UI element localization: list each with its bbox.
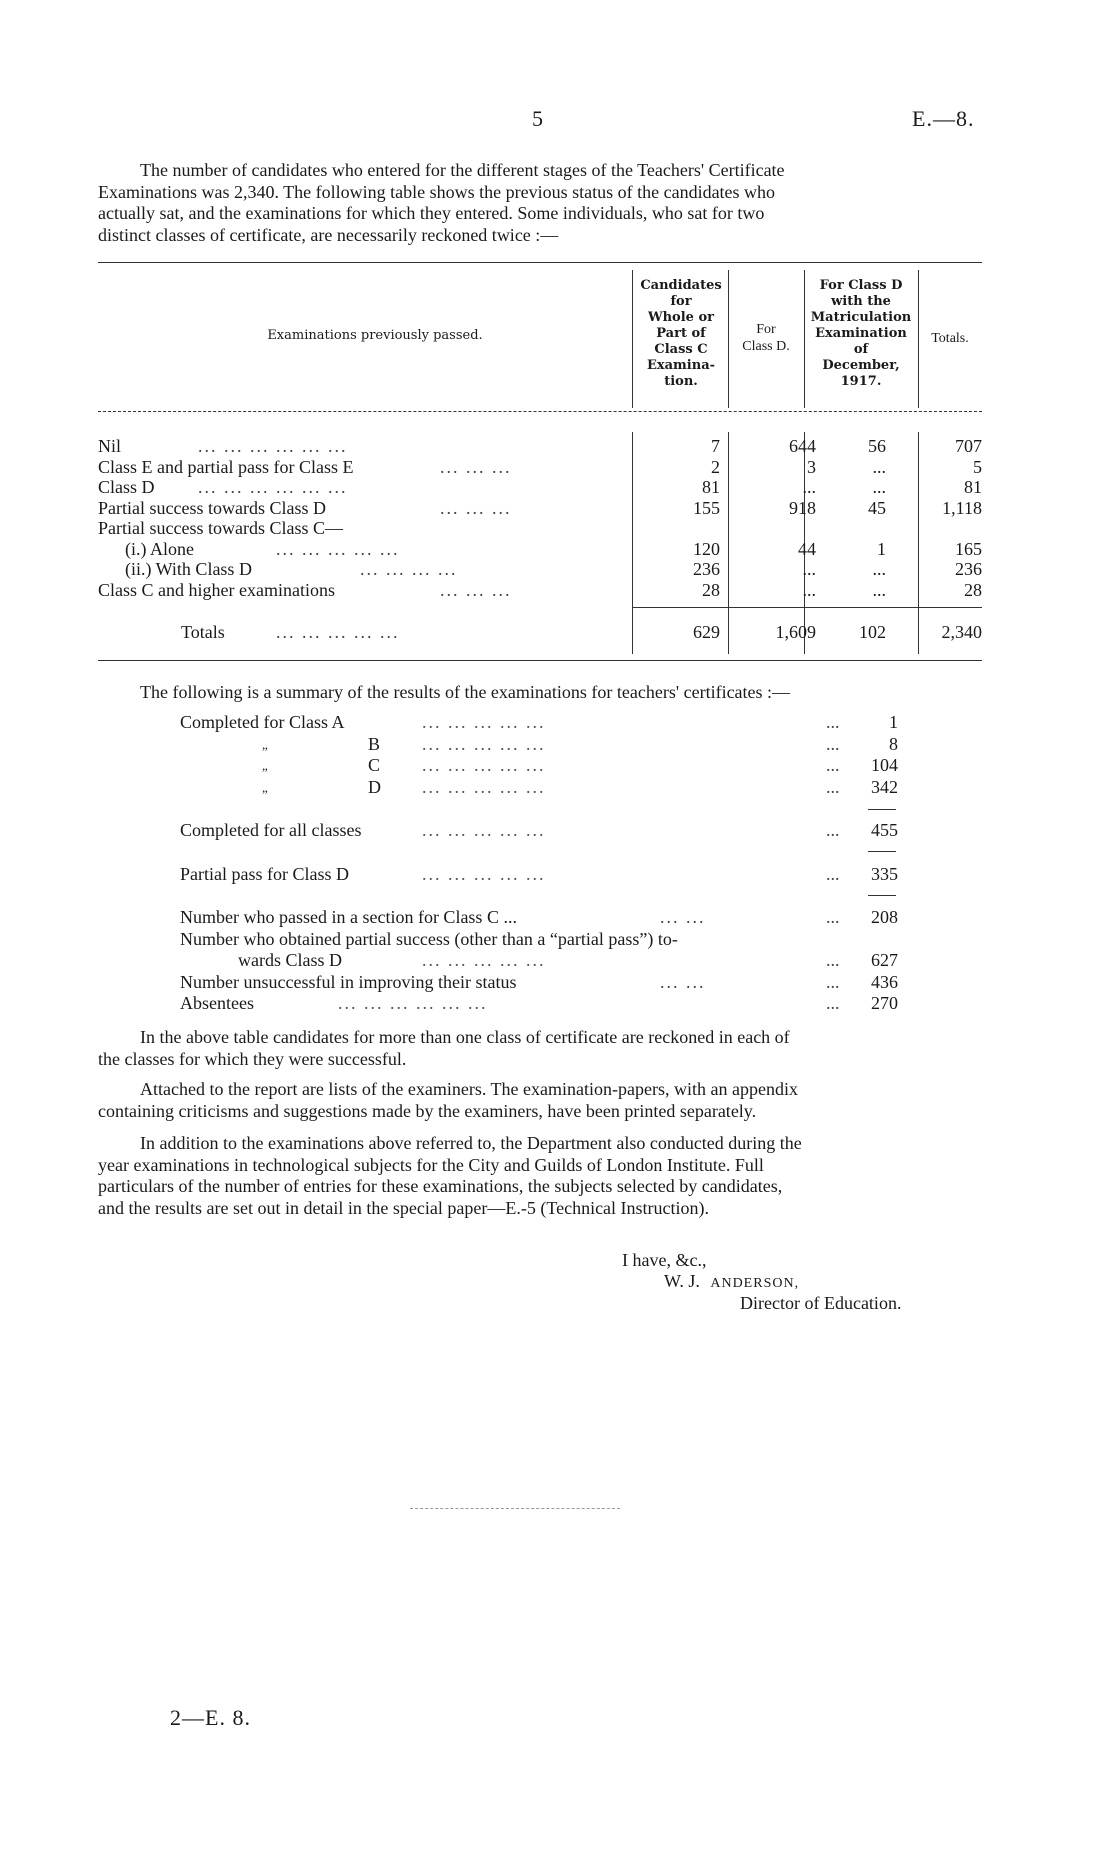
header-totals: Totals. (931, 331, 969, 346)
summary-row: „ C ... ... ... ... ... ... 104 (262, 755, 898, 775)
summary-intro: The following is a summary of the results of the examinations for teachers' certificates :— (140, 682, 791, 702)
table-top-rule (98, 262, 982, 263)
summary-row: „ B ... ... ... ... ... ... 8 (262, 733, 898, 754)
table-row: (i.) Alone ... ... ... ... ... 120 44 1 165 (125, 538, 982, 559)
sum-rule (868, 809, 896, 810)
header-candidates-class-c: Candidates for Whole or Part of Class C Examina- tion. (640, 278, 722, 389)
table-totals-row: Totals ... ... ... ... ... 629 1,609 102 2,340 (181, 622, 982, 642)
sum-rule (868, 895, 896, 896)
summary-row: Number who passed in a section for Class C ... ... ... ... 208 (180, 907, 898, 927)
table-header-rule (98, 411, 982, 412)
summary-row: Number unsuccessful in improving their status ... ... ... 436 (180, 971, 898, 992)
header-class-d-matriculation: For Class D with the Matriculation Examination of December, 1917. (810, 278, 912, 389)
paragraph-technological: In addition to the examinations above referred to, the Department also conducted during the year examinations in technological subjects for the City and Guilds of London Institute. Full particulars of the number of entries for these examinations, the subjects selected by candidates, and the results are set out in detail in the special paper—E.-5 (Technical Instruction). (98, 1133, 802, 1218)
summary-row: Completed for Class A ... ... ... ... ... ... 1 (180, 712, 898, 732)
table-row: Partial success towards Class C— (98, 518, 343, 538)
signature-greeting: I have, &c., (622, 1250, 707, 1270)
table-row: Class C and higher examinations ... ... ... 28 ... ... 28 (98, 579, 982, 600)
signature-mark: 2—E. 8. (170, 1705, 251, 1730)
intro-paragraph (98, 160, 982, 246)
intro-line: Examinations was 2,340. The following table shows the previous status of the candidates who (98, 181, 776, 202)
summary-row: Absentees ... ... ... ... ... ... ... 270 (180, 993, 898, 1013)
sum-rule (868, 851, 896, 852)
intro-line: The number of candidates who entered for the different stages of the Teachers' Certificate (140, 160, 785, 180)
page-number: 5 (532, 106, 543, 131)
paragraph-examiners: Attached to the report are lists of the examiners. The examination-papers, with an appendix containing criticisms and suggestions made by the examiners, have been printed separately. (98, 1079, 798, 1121)
signature-title: Director of Education. (740, 1293, 902, 1313)
paragraph-reckoned: In the above table candidates for more than one class of certificate are reckoned in each of the classes for which they were successful. (98, 1027, 790, 1069)
totals-rule (632, 607, 982, 608)
header-exam-previously-passed: Examinations previously passed. (267, 328, 483, 343)
header-for-class-d: For Class D. (742, 322, 790, 354)
summary-row: wards Class D ... ... ... ... ... ... 627 (238, 950, 898, 970)
document-reference: E.—8. (912, 106, 975, 131)
table-row: Nil ... ... ... ... ... ... 7 644 56 707 (98, 436, 982, 456)
summary-row: „ D ... ... ... ... ... ... 342 (262, 776, 898, 797)
table-vline (632, 270, 633, 408)
summary-row: Partial pass for Class D ... ... ... ... ... ... 335 (180, 864, 898, 884)
table-bottom-rule (98, 660, 982, 661)
intro-line: distinct classes of certificate, are necessarily reckoned twice :— (98, 224, 559, 245)
signature-name: W. J. ANDERSON, (664, 1271, 800, 1291)
decorative-rule (410, 1508, 620, 1509)
table-row: (ii.) With Class D ... ... ... ... 236 ... ... 236 (125, 559, 982, 579)
summary-row: Number who obtained partial success (other than a “partial pass”) to- (180, 928, 678, 949)
table-row: Partial success towards Class D ... ... ... 155 918 45 1,118 (98, 497, 982, 518)
intro-line: actually sat, and the examinations for which they entered. Some individuals, who sat for two (98, 203, 765, 223)
table-row: Class D ... ... ... ... ... ... 81 ... ... 81 (98, 477, 982, 497)
table-row: Class E and partial pass for Class E ... ... ... 2 3 ... 5 (98, 456, 982, 477)
summary-row: Completed for all classes ... ... ... ... ... ... 455 (180, 820, 898, 840)
